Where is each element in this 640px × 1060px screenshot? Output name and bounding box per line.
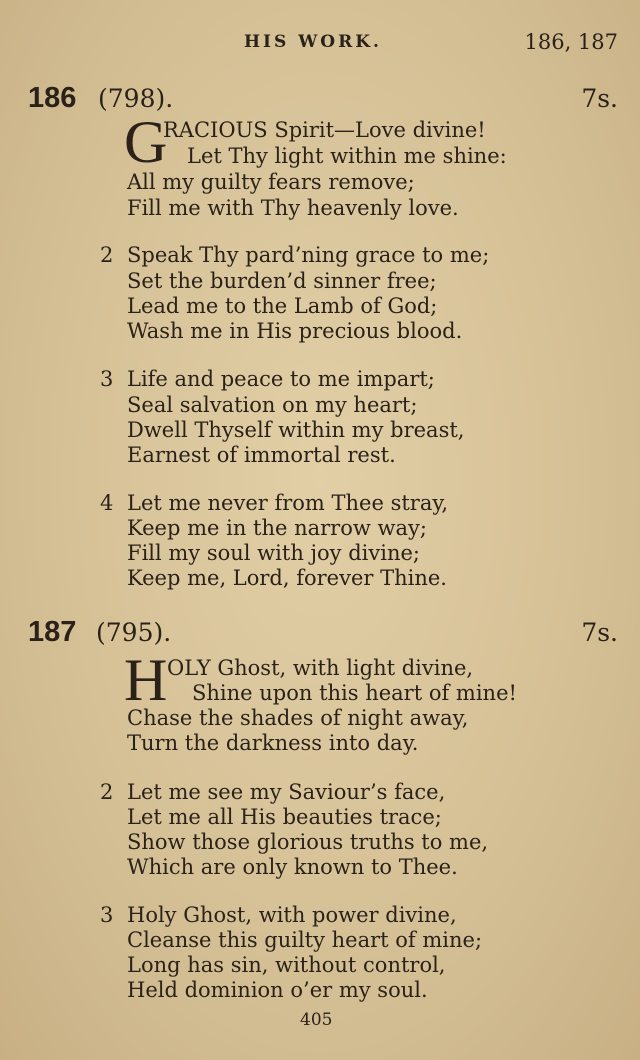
hymn-line: Set the burden’d sinner free;: [127, 269, 437, 293]
drop-cap: H: [124, 647, 168, 713]
hymn-line: Chase the shades of night away,: [127, 706, 469, 730]
hymn-line: Lead me to the Lamb of God;: [127, 294, 438, 318]
hymn-line: Shine upon this heart of mine!: [192, 681, 517, 705]
hymn-line: Keep me in the narrow way;: [127, 516, 427, 540]
hymn-meter: 7s.: [581, 618, 618, 647]
stanza-number: 2: [100, 780, 114, 804]
hymn-number: 187: [28, 616, 77, 648]
hymn-line: Earnest of immortal rest.: [127, 443, 396, 467]
hymn-line: Life and peace to me impart;: [127, 367, 435, 391]
hymn-line: Fill me with Thy heavenly love.: [127, 196, 459, 220]
hymn-line: Keep me, Lord, forever Thine.: [127, 566, 447, 590]
hymn-line: Seal salvation on my heart;: [127, 393, 418, 417]
drop-cap: G: [124, 109, 168, 175]
hymn-line: Cleanse this guilty heart of mine;: [127, 928, 483, 952]
hymn-number: 186: [28, 82, 77, 114]
hymn-line: Which are only known to Thee.: [127, 855, 458, 879]
hymn-line: Speak Thy pard’ning grace to me;: [127, 243, 490, 267]
hymn-line: Long has sin, without control,: [127, 953, 446, 977]
stanza-number: 3: [100, 367, 114, 391]
hymn-heading: [0, 616, 640, 652]
hymn-line: RACIOUS Spirit—Love divine!: [163, 118, 486, 142]
hymn-line: Held dominion o’er my soul.: [127, 978, 428, 1002]
hymn-line: Show those glorious truths to me,: [127, 830, 489, 854]
hymn-line: OLY Ghost, with light divine,: [167, 656, 474, 680]
hymn-alt-number: (798).: [98, 84, 174, 113]
stanza-number: 3: [100, 903, 114, 927]
stanza-number: 4: [100, 491, 114, 515]
hymn-meter: 7s.: [581, 84, 618, 113]
running-title: HIS WORK.: [244, 32, 382, 52]
hymn-line: Let me never from Thee stray,: [127, 491, 449, 515]
running-head: [0, 30, 640, 58]
hymn-alt-number: (795).: [96, 618, 172, 647]
hymn-line: Holy Ghost, with power divine,: [127, 903, 457, 927]
hymn-line: All my guilty fears remove;: [127, 170, 415, 194]
hymn-line: Wash me in His precious blood.: [127, 319, 463, 343]
hymn-line: Let Thy light within me shine:: [187, 144, 507, 168]
stanza-number: 2: [100, 243, 114, 267]
hymn-line: Let me see my Saviour’s face,: [127, 780, 446, 804]
page-number: 405: [300, 1010, 333, 1030]
hymn-heading: [0, 82, 640, 118]
hymn-line: Turn the darkness into day.: [127, 731, 419, 755]
hymn-line: Dwell Thyself within my breast,: [127, 418, 465, 442]
running-hymn-numbers: 186, 187: [524, 30, 618, 54]
hymn-line: Let me all His beauties trace;: [127, 805, 442, 829]
hymn-line: Fill my soul with joy divine;: [127, 541, 420, 565]
